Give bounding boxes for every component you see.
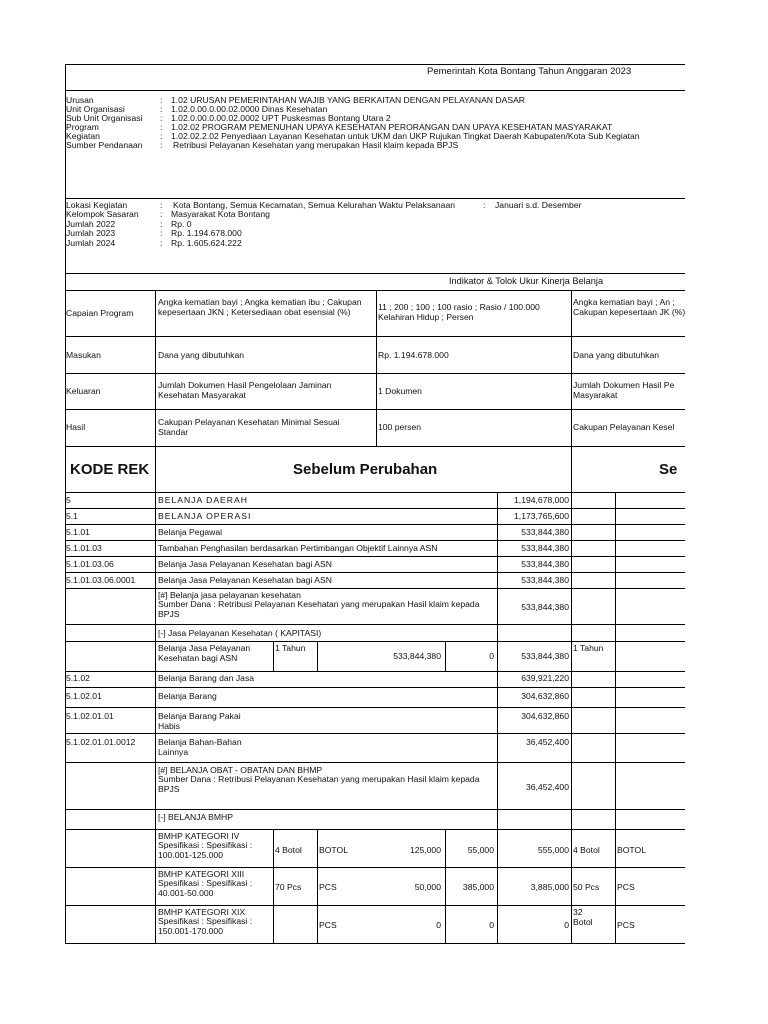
item-spek: Spesifikasi : Spesifikasi : 100.001-125.000 — [158, 840, 253, 860]
divider — [65, 707, 685, 708]
item-harga: 0 — [436, 920, 441, 930]
info-sep: : — [483, 200, 486, 210]
indikator-target: 100 persen — [378, 422, 422, 432]
jumlah: 555,000 — [537, 845, 569, 855]
info-label: Sumber Pendanaan — [66, 140, 143, 150]
divider — [65, 540, 685, 541]
item-ppn: 55,000 — [467, 845, 494, 855]
item-harga: 533,844,380 — [393, 651, 441, 661]
sesudah-header: Se — [659, 461, 678, 478]
item-ppn: 385,000 — [462, 882, 494, 892]
uraian: BELANJA DAERAH — [158, 495, 248, 505]
jumlah: 0 — [564, 920, 569, 930]
info-value: 1.02.02.2.02 Penyediaan Layanan Kesehatan untuk UKM dan UKP Rujukan Tingkat Daerah Kabupaten/Kota Sub Kegiatan — [171, 131, 640, 141]
jumlah: 304,632,860 — [521, 691, 569, 701]
divider — [65, 762, 685, 763]
item-vol-2: 32 Botol — [573, 907, 593, 927]
indikator-text: Jumlah Dokumen Hasil Pengelolaan Jaminan Kesehatan Masyarakat — [158, 380, 332, 400]
item-satuan: PCS — [319, 920, 337, 930]
divider — [65, 809, 685, 810]
info-value: 1.02.0.00.0.00.02.0002 UPT Puskesmas Bontang Utara 2 — [171, 113, 391, 123]
item-name: BMHP KATEGORI IV — [158, 831, 240, 841]
indikator-text: Angka kematian bayi ; Angka kematian ibu ; Cakupan kepesertaan JKN ; Ketersediaan obat esensial (%) — [158, 297, 362, 317]
group-sumber: Sumber Dana : Retribusi Pelayanan Kesehatan yang merupakan Hasil klaim kepada BPJS — [158, 599, 480, 619]
info-extra: Januari s.d. Desember — [495, 200, 582, 210]
grid-line — [317, 829, 318, 944]
info-value: Kota Bontang, Semua Kecamatan, Semua Kelurahan Waktu Pelaksanaan — [173, 200, 456, 210]
divider — [65, 733, 685, 734]
info-value: 1.02.02 PROGRAM PEMENUHAN UPAYA KESEHATAN PERORANGAN DAN UPAYA KESEHATAN MASYARAKAT — [171, 122, 613, 132]
jumlah: 1,194,678,000 — [514, 495, 569, 505]
sub-title: [-] Jasa Pelayanan Kesehatan ( KAPITASI) — [158, 628, 322, 638]
uraian: Belanja Pegawai — [158, 527, 223, 537]
divider — [65, 524, 685, 525]
info-label: Unit Organisasi — [66, 104, 125, 114]
jumlah: 304,632,860 — [521, 711, 569, 721]
info-label: Lokasi Kegiatan — [66, 200, 128, 210]
grid-line — [376, 290, 377, 446]
info-value: 1.02 URUSAN PEMERINTAHAN WAJIB YANG BERKAITAN DENGAN PELAYANAN DASAR — [171, 95, 526, 105]
divider — [65, 943, 685, 944]
kode: 5.1.02.01.01.0012 — [66, 737, 136, 747]
divider — [65, 273, 685, 274]
item-ppn: 0 — [489, 651, 494, 661]
item-vol: 4 Botol — [275, 845, 302, 855]
info-label: Jumlah 2022 — [66, 219, 116, 229]
uraian: Tambahan Penghasilan berdasarkan Pertimbangan Objektif Lainnya ASN — [158, 543, 438, 553]
document-title: Pemerintah Kota Bontang Tahun Anggaran 2023 — [427, 66, 632, 77]
item-vol-2: 1 Tahun — [573, 643, 604, 653]
budget-sheet — [65, 64, 685, 944]
jumlah: 639,921,220 — [521, 673, 569, 683]
indikator-text-2: Dana yang dibutuhkan — [573, 350, 660, 360]
item-name: BMHP KATEGORI XIII — [158, 869, 245, 879]
divider — [65, 624, 685, 625]
divider — [65, 336, 685, 337]
grid-line — [155, 290, 156, 446]
divider — [65, 290, 685, 291]
divider — [65, 641, 685, 642]
jumlah: 36,452,400 — [525, 737, 569, 747]
kode-rek-header: KODE REK — [70, 461, 150, 478]
jumlah: 36,452,400 — [525, 782, 569, 792]
info-value: Rp. 1.605.624.222 — [171, 238, 242, 248]
item-vol-2: 4 Botol — [573, 845, 600, 855]
item-name: BMHP KATEGORI XIX — [158, 907, 246, 917]
divider — [65, 572, 685, 573]
info-label: Kegiatan — [66, 131, 100, 141]
grid-line — [445, 829, 446, 944]
indikator-text: Dana yang dibutuhkan — [158, 350, 245, 360]
divider — [65, 905, 685, 906]
uraian: Belanja Jasa Pelayanan Kesehatan bagi ASN — [158, 575, 332, 585]
item-satuan-2: PCS — [617, 882, 635, 892]
item-ppn: 0 — [489, 920, 494, 930]
divider — [65, 508, 685, 509]
uraian: BELANJA OPERASI — [158, 511, 252, 521]
item-name: Belanja Jasa Pelayanan Kesehatan bagi ASN — [158, 643, 251, 663]
indikator-label: Masukan — [66, 350, 101, 360]
jumlah: 1,173,765,600 — [514, 511, 569, 521]
indikator-label: Capaian Program — [66, 308, 134, 318]
grid-line — [571, 290, 572, 446]
item-harga: 125,000 — [409, 845, 441, 855]
sub-title: [-] BELANJA BMHP — [158, 812, 233, 822]
item-vol-2: 50 Pcs — [573, 882, 600, 892]
item-vol: 70 Pcs — [275, 882, 302, 892]
divider — [65, 198, 685, 199]
info-label: Jumlah 2023 — [66, 228, 116, 238]
kode: 5.1.02 — [66, 673, 90, 683]
info-value: Masyarakat Kota Bontang — [171, 209, 270, 219]
uraian: Belanja Barang Pakai Habis — [158, 711, 241, 731]
uraian: Belanja Jasa Pelayanan Kesehatan bagi ASN — [158, 559, 332, 569]
jumlah: 533,844,380 — [521, 651, 569, 661]
kode: 5.1.01 — [66, 527, 90, 537]
jumlah: 533,844,380 — [521, 559, 569, 569]
indikator-text-2: Angka kematian bayi ; An ; Cakupan kepesertaan JK (%) — [573, 297, 685, 317]
kode: 5.1.02.01 — [66, 691, 102, 701]
divider — [65, 588, 685, 589]
item-vol: 1 Tahun — [275, 643, 306, 653]
jumlah: 533,844,380 — [521, 575, 569, 585]
jumlah: 533,844,380 — [521, 602, 569, 612]
info-value: Rp. 0 — [171, 219, 192, 229]
info-sep: : — [160, 104, 163, 114]
item-spek: Spesifikasi : Spesifikasi : 40.001-50.000 — [158, 878, 253, 898]
item-harga: 50,000 — [414, 882, 441, 892]
info-sep: : — [160, 228, 163, 238]
item-satuan-2: BOTOL — [617, 845, 646, 855]
jumlah: 533,844,380 — [521, 543, 569, 553]
sebelum-header: Sebelum Perubahan — [293, 461, 438, 478]
info-value: Rp. 1.194.678.000 — [171, 228, 242, 238]
indikator-target: 1 Dokumen — [378, 386, 422, 396]
indikator-label: Hasil — [66, 422, 86, 432]
info-sep: : — [160, 200, 163, 210]
divider — [65, 446, 685, 447]
kode: 5.1.01.03.06 — [66, 559, 114, 569]
info-sep: : — [160, 131, 163, 141]
uraian: Belanja Barang — [158, 691, 217, 701]
divider — [65, 90, 685, 91]
indikator-label: Keluaran — [66, 386, 101, 396]
info-value: Retribusi Pelayanan Kesehatan yang merupakan Hasil klaim kepada BPJS — [173, 140, 459, 150]
grid-line — [317, 641, 318, 671]
indikator-title: Indikator & Tolok Ukur Kinerja Belanja — [449, 276, 604, 286]
info-label: Program — [66, 122, 99, 132]
info-sep: : — [160, 219, 163, 229]
divider — [65, 687, 685, 688]
uraian: Belanja Barang dan Jasa — [158, 673, 255, 683]
info-sep: : — [160, 209, 163, 219]
indikator-text: Cakupan Pelayanan Kesehatan Minimal Sesuai Standar — [158, 417, 340, 437]
info-sep: : — [160, 238, 163, 248]
divider — [65, 492, 685, 493]
jumlah: 533,844,380 — [521, 527, 569, 537]
group-title: [#] BELANJA OBAT - OBATAN DAN BHMP — [158, 765, 323, 775]
kode: 5.1.02.01.01 — [66, 711, 114, 721]
indikator-text-2: Cakupan Pelayanan Kesel — [573, 422, 675, 432]
info-label: Urusan — [66, 95, 94, 105]
indikator-text-2: Jumlah Dokumen Hasil Pe Masyarakat — [573, 380, 675, 400]
grid-line — [571, 446, 572, 944]
info-label: Kelompok Sasaran — [66, 209, 139, 219]
grid-line — [615, 492, 616, 944]
divider — [65, 556, 685, 557]
jumlah: 3,885,000 — [530, 882, 569, 892]
uraian: Belanja Bahan-Bahan Lainnya — [158, 737, 242, 757]
item-spek: Spesifikasi : Spesifikasi : 150.001-170.000 — [158, 916, 253, 936]
kode: 5 — [66, 495, 71, 505]
item-satuan: BOTOL — [319, 845, 348, 855]
kode: 5.1.01.03.06.0001 — [66, 575, 136, 585]
divider — [65, 671, 685, 672]
item-satuan-2: PCS — [617, 920, 635, 930]
divider — [65, 829, 685, 830]
info-label: Jumlah 2024 — [66, 238, 116, 248]
kode: 5.1.01.03 — [66, 543, 102, 553]
indikator-target: 11 ; 200 ; 100 ; 100 rasio ; Rasio / 100.000 Kelahiran Hidup ; Persen — [378, 302, 540, 322]
info-sep: : — [160, 113, 163, 123]
grid-line — [273, 641, 274, 671]
grid-line — [155, 446, 156, 944]
group-title: [#] Belanja jasa pelayanan kesehatan — [158, 590, 301, 600]
divider — [65, 867, 685, 868]
grid-line — [273, 829, 274, 944]
indikator-target: Rp. 1.194.678.000 — [378, 350, 449, 360]
info-label: Sub Unit Organisasi — [66, 113, 143, 123]
kode: 5.1 — [66, 511, 78, 521]
group-sumber: Sumber Dana : Retribusi Pelayanan Kesehatan yang merupakan Hasil klaim kepada BPJS — [158, 774, 480, 794]
divider — [65, 409, 685, 410]
info-value: 1.02.0.00.0.00.02.0000 Dinas Kesehatan — [171, 104, 328, 114]
info-sep: : — [160, 140, 163, 150]
divider — [65, 373, 685, 374]
info-sep: : — [160, 122, 163, 132]
grid-line — [445, 641, 446, 671]
info-sep: : — [160, 95, 163, 105]
item-satuan: PCS — [319, 882, 337, 892]
